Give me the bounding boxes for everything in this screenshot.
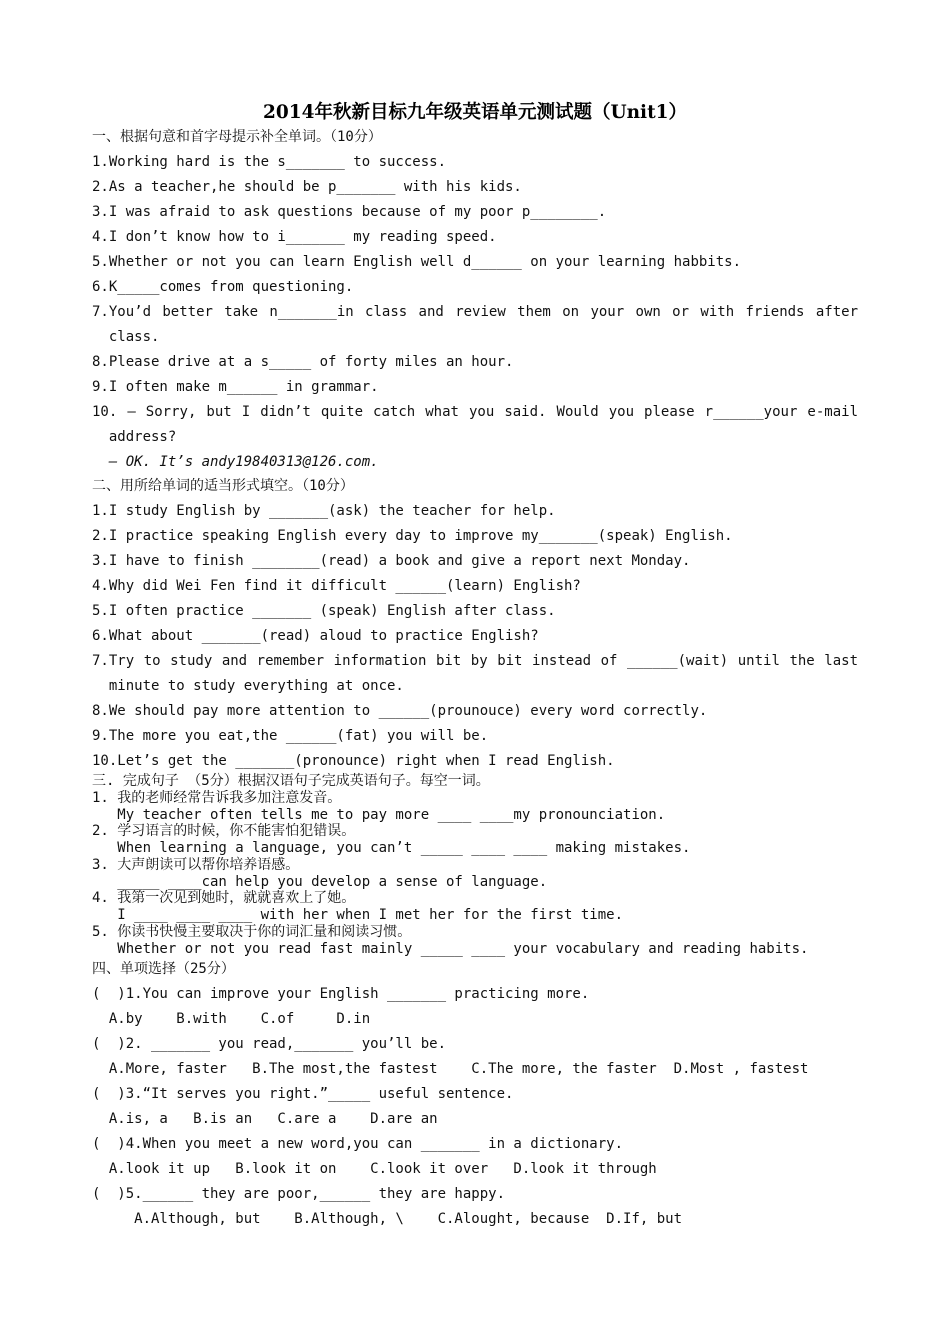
section-3-item: When learning a language, you can’t _____ ____ ____ making mistakes.: [92, 840, 691, 856]
section-2-item: 4.Why did Wei Fen find it difficult ______(learn) English?: [92, 578, 581, 594]
section-2-item: 1.I study English by _______(ask) the teacher for help.: [92, 503, 556, 519]
section-4-item: ( )3.“It serves you right.”_____ useful sentence.: [92, 1086, 514, 1102]
section-1-item: 5.Whether or not you can learn English well d______ on your learning habbits.: [92, 254, 742, 270]
section-1-item: address?: [92, 429, 177, 445]
section-1-item: — OK. It’s andy19840313@126.com.: [92, 454, 379, 470]
section-3-heading: 三. 完成句子 （5分）根据汉语句子完成英语句子。每空一词。: [92, 773, 490, 789]
section-2-item: 5.I often practice _______ (speak) English after class.: [92, 603, 556, 619]
section-2-heading: 二、用所给单词的适当形式填空。（10分）: [92, 478, 354, 494]
section-1-item: 4.I don’t know how to i_______ my reading speed.: [92, 229, 497, 245]
section-1-item: class.: [92, 329, 160, 345]
section-1-item: 6.K_____comes from questioning.: [92, 279, 354, 295]
section-1-item: 8.Please drive at a s_____ of forty miles an hour.: [92, 354, 514, 370]
section-1-item: 1.Working hard is the s_______ to success.: [92, 154, 447, 170]
section-1-item: 7.You’d better take n_______in class and review them on your own or with friends after: [92, 304, 858, 320]
section-2-item: 8.We should pay more attention to ______(prounouce) every word correctly.: [92, 703, 708, 719]
section-3-item: I ____ ____ ____ with her when I met her for the first time.: [92, 907, 624, 923]
section-2-item: 6.What about _______(read) aloud to practice English?: [92, 628, 539, 644]
section-4-options: A.by B.with C.of D.in: [92, 1011, 371, 1027]
section-4-item: ( )1.You can improve your English _______ practicing more.: [92, 986, 590, 1002]
section-3-item: Whether or not you read fast mainly _____ ____ your vocabulary and reading habits.: [92, 941, 809, 957]
section-4-options: A.look it up B.look it on C.look it over D.look it through: [92, 1161, 657, 1177]
section-1-item: 9.I often make m______ in grammar.: [92, 379, 379, 395]
section-4-options: A.is, a B.is an C.are a D.are an: [92, 1111, 438, 1127]
page-title: 2014年秋新目标九年级英语单元测试题（Unit1）: [262, 102, 688, 123]
section-4-options: A.Although, but B.Although, \ C.Alought, because D.If, but: [92, 1211, 683, 1227]
section-1-heading: 一、根据句意和首字母提示补全单词。（10分）: [92, 129, 382, 145]
section-2-item: 3.I have to finish ________(read) a book and give a report next Monday.: [92, 553, 691, 569]
section-3-item: 3. 大声朗读可以帮你培养语感。: [92, 857, 300, 873]
section-1-item: 10. — Sorry, but I didn’t quite catch what you said. Would you please r______your e-mail: [92, 404, 858, 420]
section-3-item: 5. 你读书快慢主要取决于你的词汇量和阅读习惯。: [92, 924, 412, 940]
section-4-item: ( )5.______ they are poor,______ they are happy.: [92, 1186, 506, 1202]
section-2-item: 7.Try to study and remember information bit by bit instead of ______(wait) until the last: [92, 653, 858, 669]
section-1-item: 3.I was afraid to ask questions because of my poor p________.: [92, 204, 607, 220]
section-3-item: My teacher often tells me to pay more ____ ____my pronounciation.: [92, 807, 666, 823]
section-1-item: 2.As a teacher,he should be p_______ with his kids.: [92, 179, 522, 195]
section-4-heading: 四、单项选择（25分）: [92, 961, 235, 977]
section-4-item: ( )4.When you meet a new word,you can _______ in a dictionary.: [92, 1136, 624, 1152]
section-2-item: minute to study everything at once.: [92, 678, 404, 694]
section-3-item: 2. 学习语言的时候，你不能害怕犯错误。: [92, 823, 356, 839]
section-3-item: _____ ____can help you develop a sense of language.: [92, 874, 548, 890]
section-4-options: A.More, faster B.The most,the fastest C.The more, the faster D.Most , fastest: [92, 1061, 809, 1077]
section-3-item: 1. 我的老师经常告诉我多加注意发音。: [92, 790, 342, 806]
section-2-item: 10.Let’s get the _______(pronounce) right when I read English.: [92, 753, 615, 769]
section-4-item: ( )2. _______ you read,_______ you’ll be.: [92, 1036, 447, 1052]
section-3-item: 4. 我第一次见到她时，就就喜欢上了她。: [92, 890, 356, 906]
section-2-item: 2.I practice speaking English every day to improve my_______(speak) English.: [92, 528, 733, 544]
section-2-item: 9.The more you eat,the ______(fat) you will be.: [92, 728, 489, 744]
